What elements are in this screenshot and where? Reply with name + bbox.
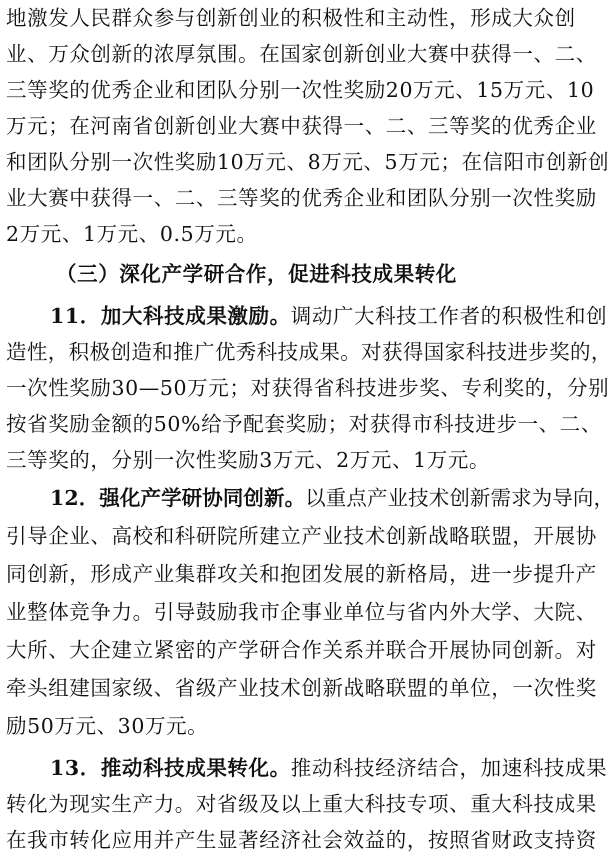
item-heading: 13．推动科技成果转化。 (50, 756, 291, 780)
text-line (0, 442, 616, 478)
text-segment: 转化为现实生产力。对省级及以上重大科技专项、重大科技成果 (6, 792, 597, 816)
text-segment: 和团队分别一次性奖励10万元、8万元、5万元；在信阳市创新创 (6, 150, 610, 174)
text-line (0, 786, 616, 822)
text-line (0, 0, 616, 36)
text-line (0, 406, 616, 442)
text-segment: 业、万众创新的浓厚氛围。在国家创新创业大赛中获得一、二、 (6, 42, 597, 66)
text-line (0, 670, 616, 706)
text-segment: 三等奖的，分别一次性奖励3万元、2万元、1万元。 (6, 448, 491, 472)
text-segment: 万元；在河南省创新创业大赛中获得一、二、三等奖的优秀企业 (6, 114, 597, 138)
text-line (0, 750, 616, 786)
text-line (0, 480, 616, 516)
text-line (0, 72, 616, 108)
text-line (0, 556, 616, 592)
text-line (0, 518, 616, 554)
item-heading: 11．加大科技成果激励。 (50, 304, 291, 328)
text-segment: 大所、大企建立紧密的产学研合作关系并联合开展协同创新。对 (6, 638, 597, 662)
text-line (0, 144, 616, 180)
text-line (0, 594, 616, 630)
text-line (0, 334, 616, 370)
text-line (0, 708, 616, 744)
text-segment: （三）深化产学研合作，促进科技成果转化 (56, 262, 457, 286)
text-segment: 业大赛中获得一、二、三等奖的优秀企业和团队分别一次性奖励 (6, 186, 597, 210)
text-line (0, 36, 616, 72)
text-line (0, 108, 616, 144)
text-segment: 一次性奖励30—50万元；对获得省科技进步奖、专利奖的，分别 (6, 376, 610, 400)
section-heading (0, 256, 616, 292)
text-segment: 2万元、1万元、0.5万元。 (6, 222, 258, 246)
text-segment: 地激发人民群众参与创新创业的积极性和主动性，形成大众创 (6, 6, 576, 30)
text-segment: 造性，积极创造和推广优秀科技成果。对获得国家科技进步奖的， (6, 340, 612, 364)
text-segment: 以重点产业技术创新需求为导向， (305, 486, 615, 510)
text-segment: 业整体竞争力。引导鼓励我市企事业单位与省内外大学、大院、 (6, 600, 597, 624)
text-segment: 同创新，形成产业集群攻关和抱团发展的新格局，进一步提升产 (6, 562, 597, 586)
text-line (0, 180, 616, 216)
text-segment: 三等奖的优秀企业和团队分别一次性奖励20万元、15万元、10 (6, 78, 595, 102)
text-segment: 在我市转化应用并产生显著经济社会效益的，按照省财政支持资 (6, 828, 597, 852)
item-heading: 12．强化产学研协同创新。 (50, 486, 306, 510)
text-segment: 推动科技经济结合，加速科技成果 (290, 756, 608, 780)
text-line (0, 216, 616, 252)
text-segment: 励50万元、30万元。 (6, 714, 209, 738)
text-segment: 牵头组建国家级、省级产业技术创新战略联盟的单位，一次性奖 (6, 676, 597, 700)
text-line (0, 298, 616, 334)
text-segment: 引导企业、高校和科研院所建立产业技术创新战略联盟，开展协 (6, 524, 597, 548)
text-line (0, 822, 616, 858)
text-segment: 调动广大科技工作者的积极性和创 (290, 304, 608, 328)
text-segment: 按省奖励金额的50%给予配套奖励；对获得市科技进步一、二、 (6, 412, 602, 436)
text-line (0, 632, 616, 668)
text-line (0, 370, 616, 406)
